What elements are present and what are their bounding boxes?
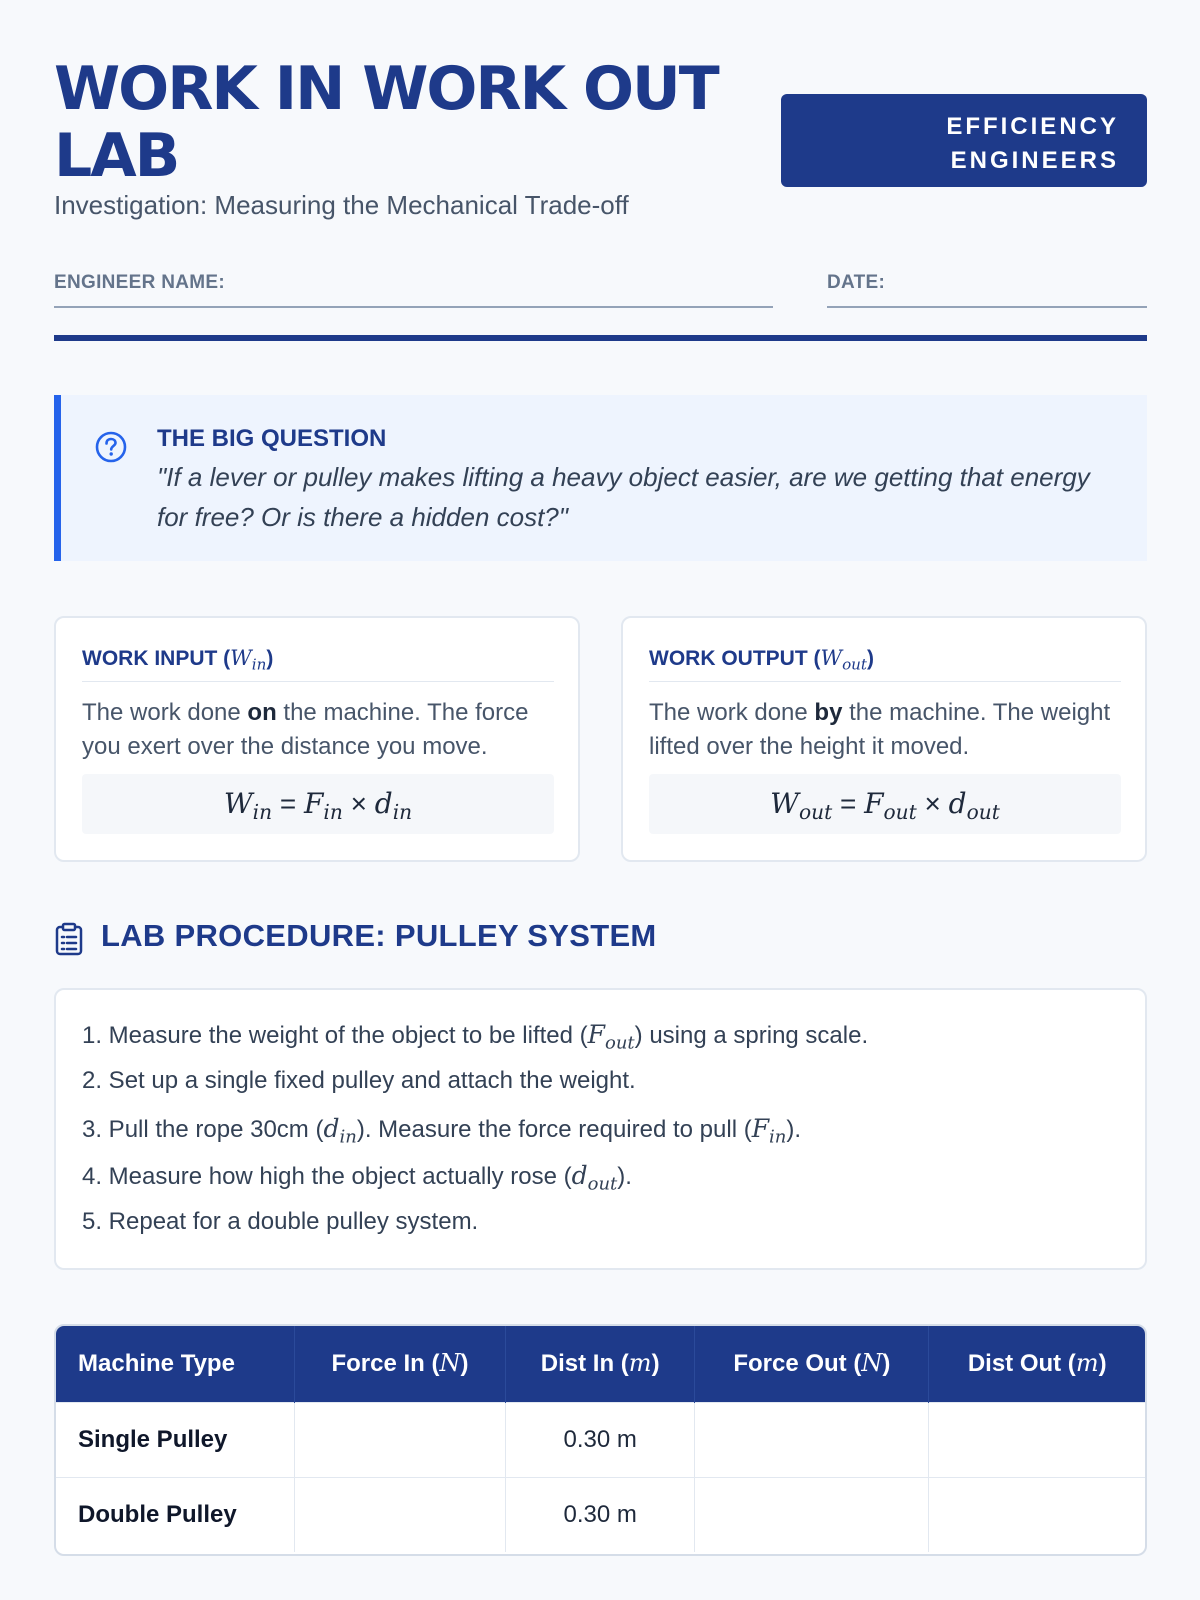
big-question-title: THE BIG QUESTION <box>157 425 387 452</box>
engineer-name-field[interactable] <box>54 306 773 308</box>
header-dist-in: Dist In (m) <box>506 1326 695 1402</box>
cell-force-out-input[interactable] <box>695 1402 929 1477</box>
work-input-title: WORK INPUT $(W_{in})$ <box>82 646 554 682</box>
work-input-symbol: $W_{in}$ <box>230 646 267 674</box>
date-field[interactable] <box>827 306 1147 308</box>
data-table <box>54 1324 1147 1556</box>
procedure-step-4: 4. Measure how high the object actually rose $(d_{out})$. <box>82 1161 632 1195</box>
cell-force-out-input[interactable] <box>695 1477 929 1552</box>
date-label: DATE: <box>827 272 886 293</box>
procedure-steps <box>54 988 1147 1270</box>
procedure-step-5: 5. Repeat for a double pulley system. <box>82 1208 479 1235</box>
table-row <box>56 1477 1145 1552</box>
cell-dist-out-input[interactable] <box>929 1477 1145 1552</box>
question-circle-icon <box>95 431 127 468</box>
header-force-in: Force In (N) <box>294 1326 505 1402</box>
work-output-symbol: $W_{out}$ <box>820 646 867 674</box>
team-badge <box>781 94 1147 187</box>
page-subtitle: Investigation: Measuring the Mechanical Trade-off <box>54 190 629 220</box>
cell-force-in-input[interactable] <box>294 1477 505 1552</box>
cell-force-in-input[interactable] <box>294 1402 505 1477</box>
header-machine-type: Machine Type <box>56 1326 294 1402</box>
table-header-row <box>56 1326 1145 1402</box>
clipboard-list-icon <box>54 922 84 961</box>
page-title: WORK IN WORK OUT LAB <box>54 54 718 191</box>
cell-dist-in: 0.30 m <box>506 1402 695 1477</box>
work-input-formula: $W_{in} = F_{in} \times d_{in}$ <box>82 774 554 834</box>
badge-line-1: EFFICIENCY <box>946 113 1119 140</box>
procedure-step-1: 1. Measure the weight of the object to be lifted $(F_{out})$ using a spring scale. <box>82 1020 869 1054</box>
work-output-card <box>621 616 1147 862</box>
work-output-formula: $W_{out} = F_{out} \times d_{out}$ <box>649 774 1121 834</box>
cell-machine-type: Single Pulley <box>56 1402 294 1477</box>
procedure-step-2: 2. Set up a single fixed pulley and attach the weight. <box>82 1067 636 1094</box>
big-question-callout <box>54 395 1147 561</box>
badge-line-2: ENGINEERS <box>950 147 1119 174</box>
work-input-title-text: WORK INPUT <box>82 647 218 670</box>
table-row <box>56 1402 1145 1477</box>
work-input-description: The work done on the machine. The force you exert over the distance you move. <box>82 699 529 760</box>
work-output-description: The work done by the machine. The weight lifted over the height it moved. <box>649 699 1111 760</box>
procedure-step-3: 3. Pull the rope 30cm $(d_{in})$. Measure the force required to pull $(F_{in})$. <box>82 1114 802 1148</box>
cell-dist-in: 0.30 m <box>506 1477 695 1552</box>
procedure-title: LAB PROCEDURE: PULLEY SYSTEM <box>101 918 657 953</box>
cell-dist-out-input[interactable] <box>929 1402 1145 1477</box>
cell-machine-type: Double Pulley <box>56 1477 294 1552</box>
header-dist-out: Dist Out (m) <box>929 1326 1145 1402</box>
header-divider <box>54 335 1147 341</box>
engineer-name-label: ENGINEER NAME: <box>54 272 225 293</box>
header <box>54 52 1147 232</box>
big-question-text: "If a lever or pulley makes lifting a heavy object easier, are we getting that energy for free? Or is there a hidden cost?" <box>157 462 1090 532</box>
work-output-title: WORK OUTPUT $(W_{out})$ <box>649 646 1121 682</box>
header-force-out: Force Out (N) <box>695 1326 929 1402</box>
work-output-title-text: WORK OUTPUT <box>649 647 808 670</box>
work-input-card <box>54 616 580 862</box>
